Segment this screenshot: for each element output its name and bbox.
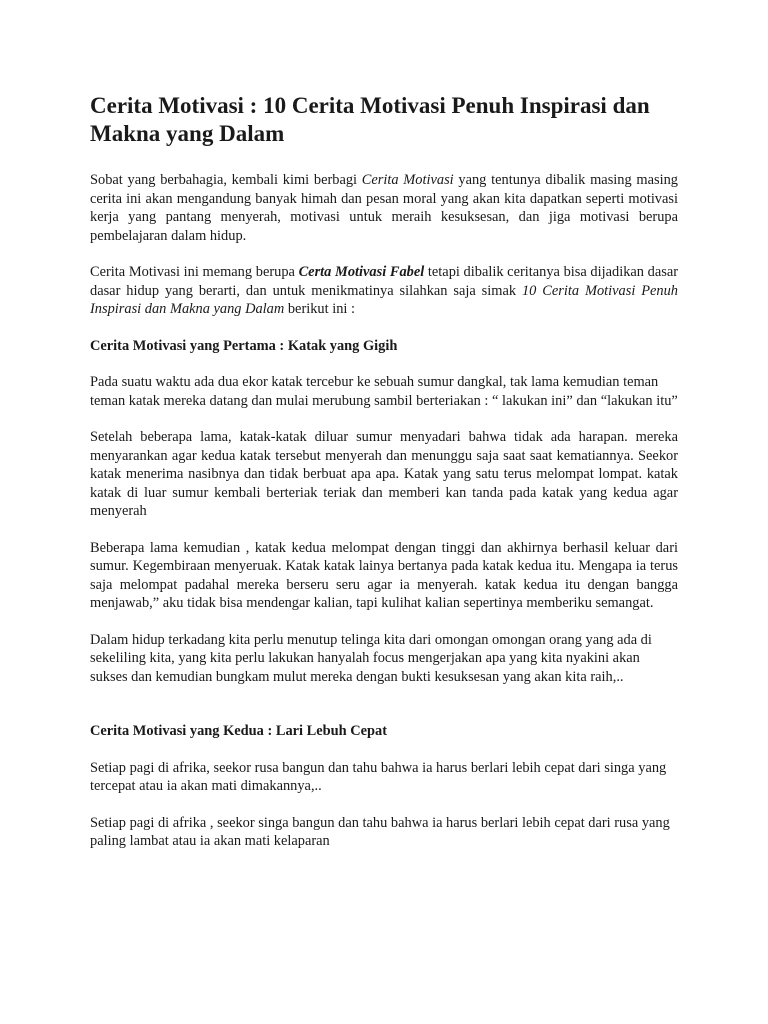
fable-text-c: tetapi dibalik ceritanya bisa dijadikan dasar dasar hidup yang berarti, dan untuk menikmatinya silahkan saja simak xyxy=(90,264,679,299)
intro-paragraph xyxy=(90,171,678,245)
fable-text-e: berikut ini : xyxy=(284,301,356,317)
story1-p3-text-c: semangat. xyxy=(591,595,654,611)
intro-text-c: yang tentunya dibalik masing masing cerita ini akan mengandung banyak himah dan pesan moral yang akan kita dapatkan seperti motivasi kerja yang pantang menyerah, motivasi untuk meraih kesuksesan, dan jiga motivasi berupa pembelajaran dalam hidup. xyxy=(90,172,678,244)
fable-emphasis: Certa Motivasi Fabel xyxy=(298,264,425,280)
section-heading-first: Cerita Motivasi yang Pertama : Katak yang Gigih xyxy=(90,337,398,354)
story2-paragraph-2: Setiap pagi di afrika , seekor singa bangun dan tahu bahwa ia harus berlari lebih cepat dari rusa yang paling lambat atau ia akan mati kelaparan xyxy=(90,814,670,849)
page-title: Cerita Motivasi : 10 Cerita Motivasi Penuh Inspirasi dan Makna yang Dalam xyxy=(90,93,650,146)
story1-p1-text-b: berteriakan : “ lakukan ini” dan “lakukan itu” xyxy=(416,392,678,409)
story1-p1-text-a: Pada suatu waktu ada dua ekor katak tercebur ke sebuah sumur dangkal, tak lama kemudian teman teman katak mereka datang dan mulai merubung sambil xyxy=(90,374,659,409)
section-heading-second: Cerita Motivasi yang Kedua : Lari Lebuh Cepat xyxy=(90,723,388,739)
story1-paragraph-2: Setelah beberapa lama, katak-katak diluar sumur menyadari bahwa tidak ada harapan. mereka menyarankan agar kedua katak tersebut menyerah dan menunggu saja saat saat kematiannya. Seekor katak menerima nasibnya dan tidak berbuat apa apa. Katak yang satu terus melompat lompat. katak katak di luar sumur kembali berteriak teriak dan memberi kan tanda pada katak yang kedua agar menyerah xyxy=(90,429,678,519)
story2-paragraph-1: Setiap pagi di afrika, seekor rusa bangun dan tahu bahwa ia harus berlari lebih cepat dari singa yang tercepat atau ia akan mati dimakannya,.. xyxy=(90,759,667,794)
story1-p3-text-b: bangga menjawab,” aku tidak bisa mendengar kalian, tapi kulihat kalian sepertinya memberiku xyxy=(90,576,678,611)
fable-paragraph xyxy=(90,263,678,319)
intro-text-a: Sobat yang berbahagia, kembali kimi berbagi xyxy=(90,172,362,188)
fable-text-a: Cerita Motivasi ini memang berupa xyxy=(90,264,299,280)
story1-p3-text-a: Beberapa lama kemudian , katak kedua melompat dengan tinggi dan akhirnya berhasil keluar dari sumur. Kegembiraan menyeruak. Katak katak lainya bertanya pada katak kedua itu. Mengapa ia terus saja melompat padahal mereka berseru seru agar ia menyerah. katak kedua itu dengan xyxy=(90,539,678,593)
story1-moral-paragraph: Dalam hidup terkadang kita perlu menutup telinga kita dari omongan omongan orang yang ada di sekeliling kita, yang kita perlu lakukan hanyalah focus mengerjakan apa yang kita nyakini akan sukses dan kemudian bungkam mulut mereka dengan bukti kesuksesan yang akan kita raih,.. xyxy=(90,631,652,685)
fable-italic-title: 10 Cerita Motivasi Penuh Inspirasi dan Makna yang Dalam xyxy=(90,282,678,317)
story1-paragraph-3 xyxy=(90,539,678,613)
intro-emphasis: Cerita Motivasi xyxy=(361,172,454,188)
story1-paragraph-1 xyxy=(90,373,678,410)
